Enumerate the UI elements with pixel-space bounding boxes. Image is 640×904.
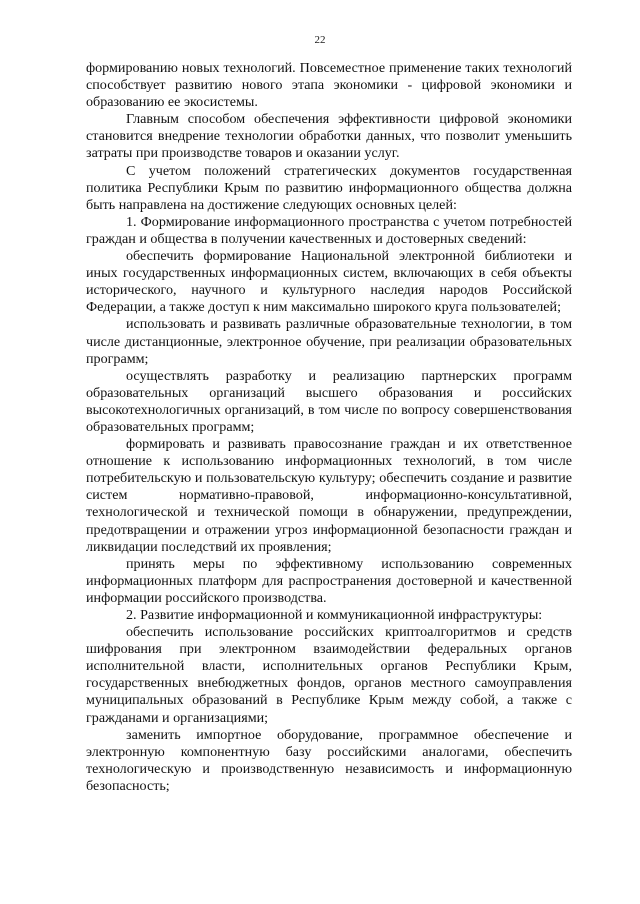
goal-1-item-partnership: осуществлять разработку и реализацию партнерских программ образовательных организаций высшего образования и российских высокотехнологичных организаций, в том числе по вопросу совершенствования образовательных программ; xyxy=(86,367,572,435)
document-body xyxy=(86,60,572,795)
goal-2-heading: 2. Развитие информационной и коммуникационной инфраструктуры: xyxy=(126,607,543,623)
goal-1-item-platforms: принять меры по эффективному использованию современных информационных платформ для распространения достоверной и качественной информации российского производства. xyxy=(86,555,572,606)
paragraph-digital-economy: Главным способом обеспечения эффективности цифровой экономики становится внедрение технологии обработки данных, что позволит уменьшить затраты при производстве товаров и оказании услуг. xyxy=(86,111,572,162)
page-number: 22 xyxy=(314,34,326,46)
goal-2-item-cryptography: обеспечить использование российских криптоалгоритмов и средств шифрования при электронном взаимодействии федеральных органов исполнительной власти, исполнительных органов Республики Крым, государственных внебюджетных фондов, органов местного самоуправления муниципальных образований в Республике Крым между собой, а также с гражданами и организациями; xyxy=(86,624,572,726)
goal-2-item-import-substitution: заменить импортное оборудование, программное обеспечение и электронную компонентную базу российскими аналогами, обеспечить технологическую и производственную независимость и информационную безопасность; xyxy=(86,726,572,794)
goal-1-item-legal-awareness: формировать и развивать правосознание граждан и их ответственное отношение к использованию информационных технологий, в том числе потребительскую и пользовательскую культуру; обеспечить создание и развитие систем нормативно-правовой, информационно-консультативной, технологической и технической помощи в обнаружении, предупреждении, предотвращении и отражении угроз информационной безопасности граждан и ликвидации последствий их проявления; xyxy=(86,436,572,555)
paragraph-continuation: формированию новых технологий. Повсеместное применение таких технологий способствует развитию нового этапа экономики - цифровой экономики и образованию ее экосистемы. xyxy=(86,60,572,111)
paragraph-state-policy: С учетом положений стратегических документов государственная политика Республики Крым по развитию информационного общества должна быть направлена на достижение следующих основных целей: xyxy=(86,162,572,213)
goal-1-item-education-tech: использовать и развивать различные образовательные технологии, в том числе дистанционные, электронное обучение, при реализации образовательных программ; xyxy=(86,316,572,367)
goal-1-heading: 1. Формирование информационного пространства с учетом потребностей граждан и общества в получении качественных и достоверных сведений: xyxy=(86,213,572,247)
goal-1-item-library: обеспечить формирование Национальной электронной библиотеки и иных государственных информационных систем, включающих в себя объекты исторического, научного и культурного наследия народов Российской Федерации, а также доступ к ним максимально широкого круга пользователей; xyxy=(86,248,572,316)
